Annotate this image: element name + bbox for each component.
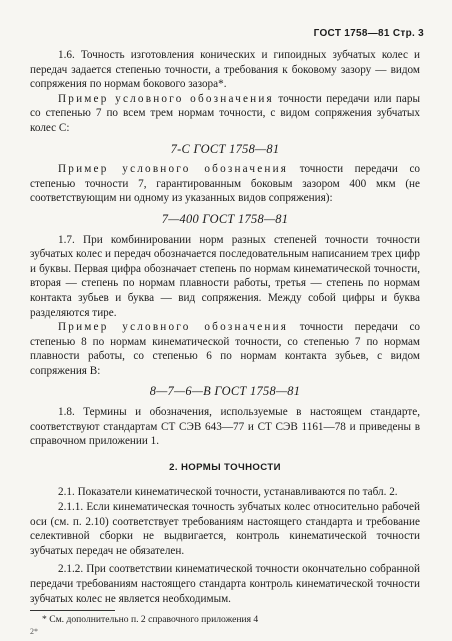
example-1 [30,92,420,136]
footnote: * См. дополнительно п. 2 справочного приложения 4 [42,614,259,625]
formula-3: 8—7—6—В ГОСТ 1758—81 [149,384,301,399]
example-2-text: точности передачи со степенью точности 7, гарантированным боковым зазором 400 мкм (не соответствующим ни одному из указанных видов сопряжения): [30,163,421,205]
clause-1-6: 1.6. Точность изготовления конических и гипоидных зубчатых колес и передач задается степенью точности, а требования к боковому зазору — видом сопряжения по нормам бокового зазора*. [30,49,420,91]
running-head: ГОСТ 1758—81 Стр. 3 [313,28,424,39]
formula-1: 7-С ГОСТ 1758—81 [170,141,280,156]
clause-2-1-1: 2.1.1. Если кинематическая точность зубчатых колес относительно рабочей оси (см. п. 2.10) соответствует требованиям настоящего стандарта и требование селективной сборки не выдвигается, контроль кинематической точности зубчатых передач не обязателен. [30,501,420,557]
clause-2-1: 2.1. Показатели кинематической точности, устанавливаются по табл. 2. [58,486,398,499]
example-3-text: точности передачи со степенью 8 по нормам кинематической точности, со степенью 7 по нормам плавности работы, со степенью 6 по нормам контакта зубьев, с видом сопряжения В: [30,321,421,377]
clause-1-8: 1.8. Термины и обозначения, используемые в настоящем стандарте, соответствуют стандартам СТ СЭВ 643—77 и СТ СЭВ 1161—78 и приведены в справочном приложении 1. [30,406,420,448]
clause-1-7: 1.7. При комбинировании норм разных степеней точности точности зубчатых колес и передач обозначается последовательным написанием трех цифр и буквы. Первая цифра обозначает степень по нормам кинематической точности, вторая — степень по нормам плавности работы, третья — степень по нормам контакта зубьев и буква — вид сопряжения. Между собой цифры и буква разделяются тире. [30,233,420,319]
example-2-lead: Пример условного обозначения [58,163,289,176]
clause-2-1-2: 2.1.2. При соответствии кинематической точности окончательно собранной передачи требованиям настоящего стандарта контроль кинематической точности зубчатых колес не является необходимым. [30,563,420,605]
footnote-rule [30,610,115,611]
example-1-text: точности передачи или пары со степенью 7 по всем трем нормам точности, с видом сопряжения зубчатых колес С: [30,92,420,134]
formula-2: 7—400 ГОСТ 1758—81 [161,211,289,226]
body-text [30,48,420,606]
example-1-lead: Пример условного обозначения [58,92,274,105]
section-2-title: 2. НОРМЫ ТОЧНОСТИ [169,461,281,473]
example-3 [30,320,420,378]
example-3-lead: Пример условного обозначения [58,321,289,334]
example-2 [30,162,420,206]
page-mark: 2* [30,627,38,636]
